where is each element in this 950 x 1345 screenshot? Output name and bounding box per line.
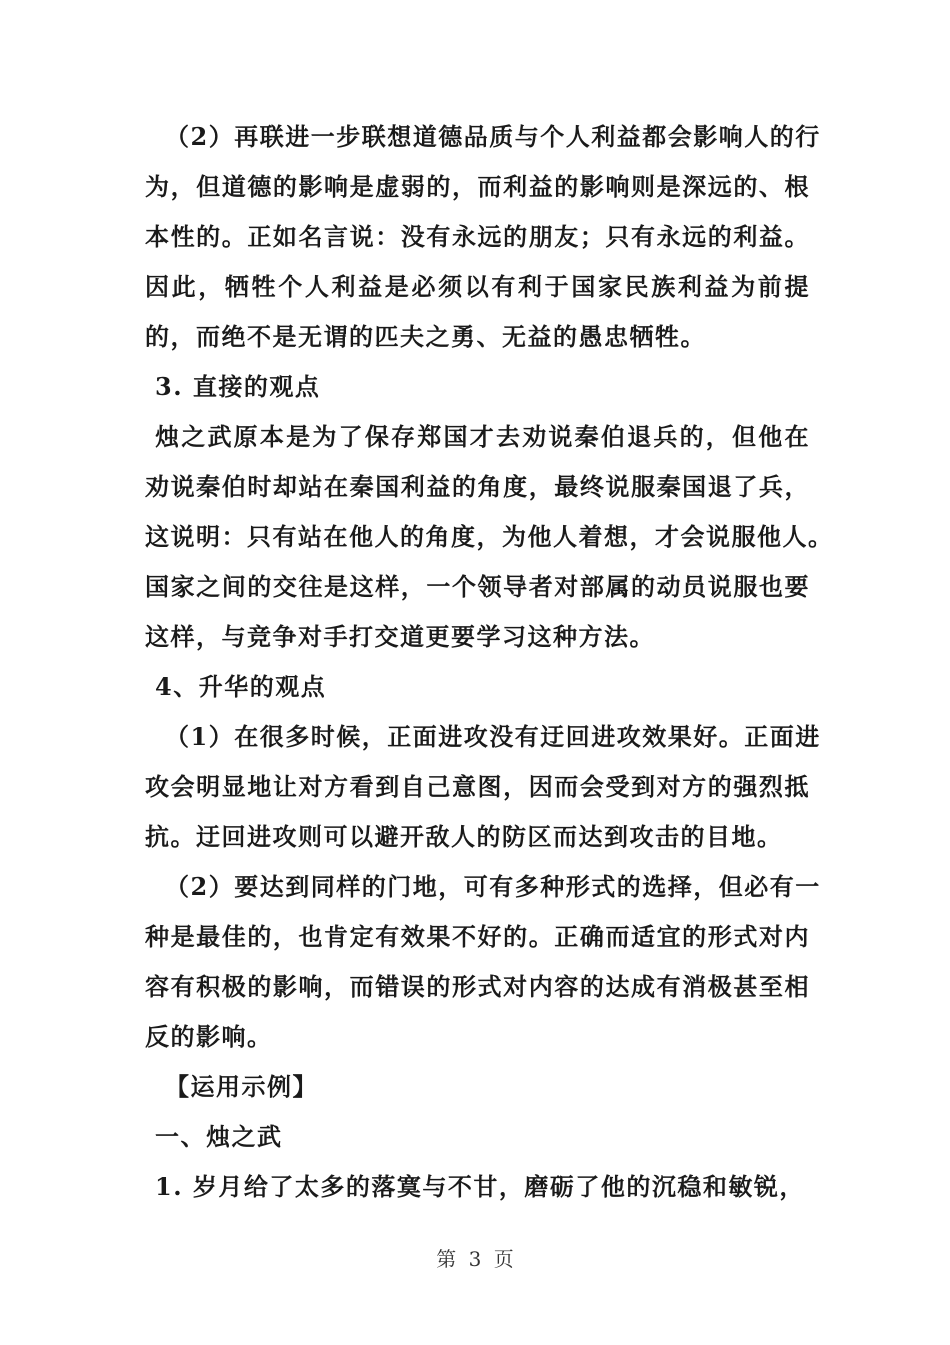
paragraph-line: 反的影响。	[145, 1022, 273, 1051]
paragraph-line: 本性的。正如名言说：没有永远的朋友；只有永远的利益。	[145, 222, 810, 251]
paragraph-line: 这样，与竞争对手打交道更要学习这种方法。	[145, 622, 655, 651]
page-number-suffix: 页	[493, 1247, 514, 1271]
paragraph-line: 因此，牺牲个人利益是必须以有利于国家民族利益为前提	[145, 272, 810, 301]
paragraph-line: 抗。迂回进攻则可以避开敌人的防区而达到攻击的目地。	[145, 822, 783, 851]
paragraph-line: 的，而绝不是无谓的匹夫之勇、无益的愚忠牺牲。	[145, 322, 706, 351]
paragraph-line: 烛之武原本是为了保存郑国才去劝说秦伯退兵的，但他在	[155, 422, 810, 451]
paragraph-line: （2）再联进一步联想道德品质与个人利益都会影响人的行	[165, 122, 821, 151]
page-number-value: 3	[468, 1247, 482, 1271]
section-heading: 3. 直接的观点	[155, 372, 321, 401]
paragraph-line: （1）在很多时候，正面进攻没有迂回进攻效果好。正面进	[165, 722, 821, 751]
section-heading: 【运用示例】	[165, 1072, 318, 1101]
body-text	[145, 112, 834, 1212]
paragraph-line: 种是最佳的，也肯定有效果不好的。正确而适宜的形式对内	[145, 922, 810, 951]
section-heading: 一、烛之武	[155, 1122, 283, 1151]
paragraph-line: 劝说秦伯时却站在秦国利益的角度，最终说服秦国退了兵，	[145, 472, 810, 501]
section-heading: 4、升华的观点	[155, 672, 327, 701]
paragraph-line: （2）要达到同样的门地，可有多种形式的选择，但必有一	[165, 872, 821, 901]
paragraph-line: 这说明：只有站在他人的角度，为他人着想，才会说服他人。	[145, 522, 834, 551]
paragraph-line: 为，但道德的影响是虚弱的，而利益的影响则是深远的、根	[145, 172, 810, 201]
paragraph-line: 1. 岁月给了太多的落寞与不甘，磨砺了他的沉稳和敏锐，	[155, 1172, 805, 1201]
paragraph-line: 攻会明显地让对方看到自己意图，因而会受到对方的强烈抵	[145, 772, 810, 801]
paragraph-line: 国家之间的交往是这样，一个领导者对部属的动员说服也要	[145, 572, 810, 601]
page-number	[0, 1243, 950, 1272]
paragraph-line: 容有积极的影响，而错误的形式对内容的达成有消极甚至相	[145, 972, 810, 1001]
page-number-prefix: 第	[436, 1247, 457, 1271]
